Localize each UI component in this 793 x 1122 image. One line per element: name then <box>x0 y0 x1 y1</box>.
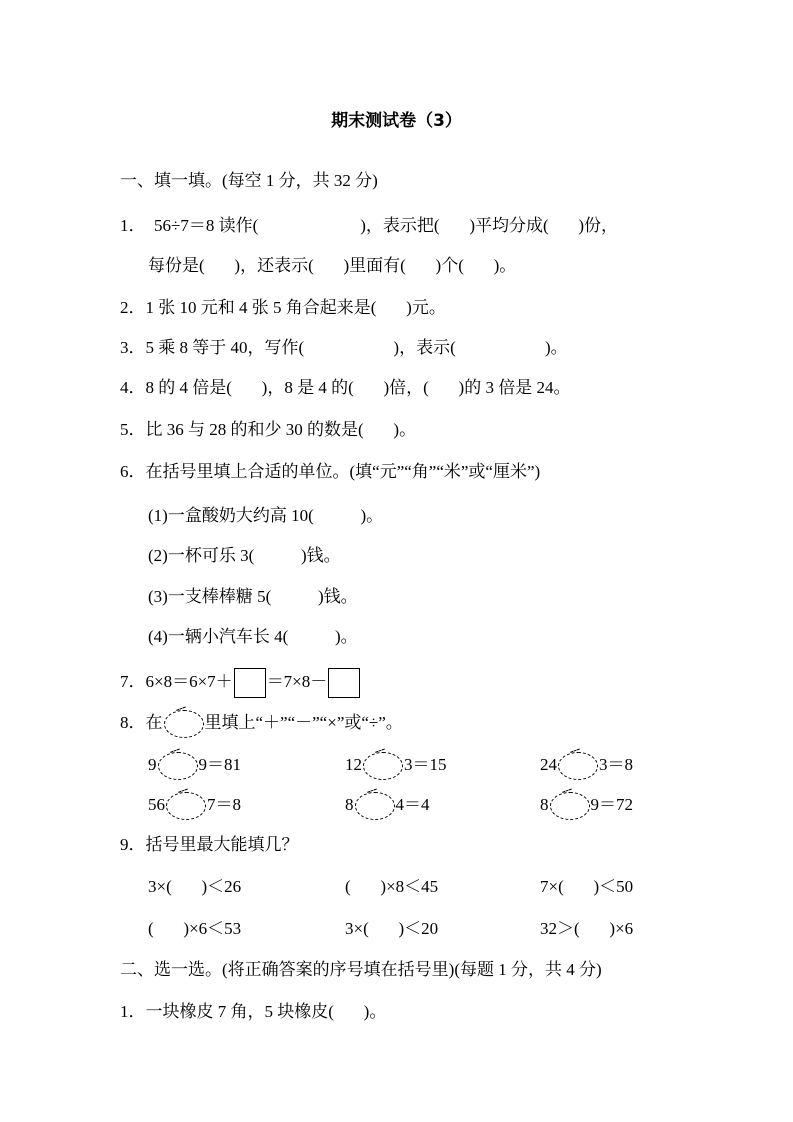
apple-circle-icon <box>166 792 206 820</box>
q8-right: 3＝8 <box>599 754 633 774</box>
section2-heading: 二、选一选。(将正确答案的序号填在括号里)(每题 1 分，共 4 分) <box>120 960 602 979</box>
apple-circle-icon <box>558 752 598 780</box>
q8-item <box>345 792 430 820</box>
question-2: 2．1 张 10 元和 4 张 5 角合起来是( )元。 <box>120 298 446 317</box>
section1-heading: 一、填一填。(每空 1 分，共 32 分) <box>120 171 378 190</box>
q8-left: 24 <box>540 754 557 774</box>
q8-item <box>148 792 241 820</box>
section2-question-1: 1．一块橡皮 7 角，5 块橡皮( )。 <box>120 1002 387 1021</box>
q8-item <box>148 752 241 780</box>
q8-left: 8 <box>540 794 549 814</box>
apple-circle-icon <box>363 752 403 780</box>
q8-right: 9＝72 <box>590 794 633 814</box>
q8-part-a: 8．在 <box>120 712 163 732</box>
question-3: 3．5 乘 8 等于 40，写作( )，表示( )。 <box>120 338 568 357</box>
q8-item <box>540 792 633 820</box>
q8-right: 4＝4 <box>395 794 430 814</box>
question-5: 5．比 36 与 28 的和少 30 的数是( )。 <box>120 420 417 439</box>
answer-box <box>234 668 266 698</box>
q8-item <box>345 752 447 780</box>
q9-item: 32＞( )×6 <box>540 919 634 938</box>
apple-circle-icon <box>355 792 395 820</box>
q7-part-b: ＝7×8－ <box>266 671 328 691</box>
question-1-line2: 每份是( )，还表示( )里面有( )个( )。 <box>148 256 517 275</box>
question-8 <box>120 710 403 738</box>
q7-part-a: 7．6×8＝6×7＋ <box>120 671 233 691</box>
q8-right: 9＝81 <box>198 754 241 774</box>
question-6-item: (3)一支棒棒糖 5( )钱。 <box>148 587 358 606</box>
q8-right: 7＝8 <box>207 794 241 814</box>
question-7 <box>120 668 361 698</box>
question-1-line1: 1． 56÷7＝8 读作( )，表示把( )平均分成( )份， <box>120 216 619 235</box>
apple-circle-icon <box>164 710 204 738</box>
question-4: 4．8 的 4 倍是( )，8 是 4 的( )倍，( )的 3 倍是 24。 <box>120 378 571 397</box>
q9-item: 7×( )＜50 <box>540 877 634 896</box>
q8-right: 3＝15 <box>404 754 447 774</box>
q8-part-b: 里填上“＋”“－”“×”或“÷”。 <box>204 712 403 732</box>
answer-box <box>328 668 360 698</box>
q9-item: ( )×6＜53 <box>148 919 242 938</box>
q8-left: 9 <box>148 754 157 774</box>
question-6: 6．在括号里填上合适的单位。(填“元”“角”“米”或“厘米”) <box>120 462 541 481</box>
q9-item: 3×( )＜26 <box>148 877 242 896</box>
q9-item: ( )×8＜45 <box>345 877 439 896</box>
apple-circle-icon <box>550 792 590 820</box>
question-9: 9．括号里最大能填几？ <box>120 835 299 854</box>
q8-left: 56 <box>148 794 165 814</box>
q8-left: 8 <box>345 794 354 814</box>
q9-item: 3×( )＜20 <box>345 919 439 938</box>
page-title: 期末测试卷（3） <box>331 111 462 131</box>
question-6-item: (1)一盒酸奶大约高 10( )。 <box>148 506 384 525</box>
apple-circle-icon <box>158 752 198 780</box>
question-6-item: (2)一杯可乐 3( )钱。 <box>148 546 341 565</box>
question-6-item: (4)一辆小汽车长 4( )。 <box>148 627 358 646</box>
q8-left: 12 <box>345 754 362 774</box>
q8-item <box>540 752 633 780</box>
